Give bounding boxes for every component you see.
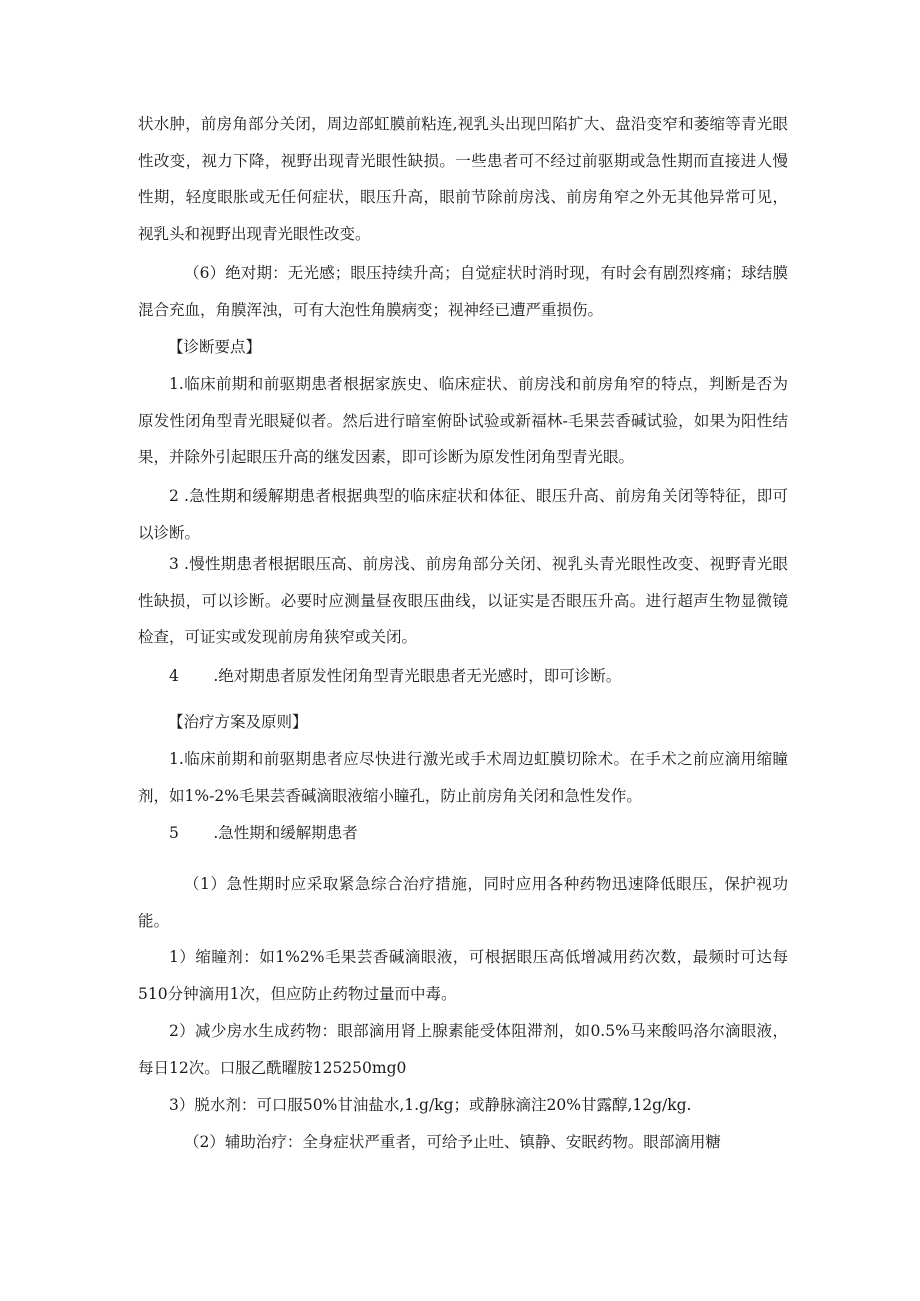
paragraph-symptom-continuation: 状水肿，前房角部分关闭，周边部虹膜前粘连,视乳头出现凹陷扩大、盘沿变窄和萎缩等青光眼性改变，视力下降，视野出现青光眼性缺损。一些患者可不经过前驱期或急性期而直接进人慢性期，轻度眼胀或无任何症状，眼压升高，眼前节除前房浅、前房角窄之外无其他异常可见，视乳头和视野出现青光眼性改变。: [138, 115, 788, 243]
paragraph-acute-measures: （1）急性期时应采取紧急综合治疗措施，同时应用各种药物迅速降低眼压，保护视功能。: [138, 875, 788, 930]
paragraph-diagnosis-3: 3 .慢性期患者根据眼压高、前房浅、前房角部分关闭、视乳头青光眼性改变、视野青光眼性缺损，可以诊断。必要时应测量昼夜眼压曲线，以证实是否眼压升高。进行超声生物显微镜检查，可证实或发现前房角狭窄或关闭。: [138, 555, 788, 646]
paragraph-treatment-5: 5 .急性期和缓解期患者: [169, 824, 358, 842]
paragraph-diagnosis-2: 2 .急性期和缓解期患者根据典型的临床症状和体征、眼压升高、前房角关闭等特征，即可以诊断。: [138, 487, 788, 542]
heading-treatment-principles: 【治疗方案及原则】: [168, 713, 308, 731]
paragraph-diagnosis-4: 4 .绝对期患者原发性闭角型青光眼患者无光感时，即可诊断。: [169, 667, 622, 685]
paragraph-diagnosis-1: 1.临床前期和前驱期患者根据家族史、临床症状、前房浅和前房角窄的特点，判断是否为原发性闭角型青光眼疑似者。然后进行暗室俯卧试验或新福林-毛果芸香碱试验，如果为阳性结果，并除外引起眼压升高的继发因素，即可诊断为原发性闭角型青光眼。: [138, 375, 788, 466]
paragraph-miotic-agent: 1）缩瞳剂：如1%2%毛果芸香碱滴眼液，可根据眼压高低增减用药次数，最频时可达每510分钟滴用1次，但应防止药物过量而中毒。: [138, 948, 788, 1003]
paragraph-absolute-stage: （6）绝对期：无光感；眼压持续升高；自觉症状时消时现，有时会有剧烈疼痛；球结膜混合充血，角膜浑浊，可有大泡性角膜病变；视神经已遭严重损伤。: [138, 264, 788, 319]
paragraph-dehydrating-agent: 3）脱水剂：可口服50%甘油盐水,1.g/kg；或静脉滴注20%甘露醇,12g∕kg.: [169, 1096, 692, 1114]
paragraph-auxiliary-treatment: （2）辅助治疗：全身症状严重者，可给予止吐、镇静、安眠药物。眼部滴用糖: [184, 1133, 721, 1151]
heading-diagnosis-points: 【诊断要点】: [168, 338, 262, 356]
paragraph-aqueous-suppression: 2）减少房水生成药物：眼部滴用肾上腺素能受体阻滞剂，如0.5%马来酸吗洛尔滴眼液，每日12次。口服乙酰曜胺125250mg0: [138, 1022, 788, 1077]
paragraph-treatment-1: 1.临床前期和前驱期患者应尽快进行激光或手术周边虹膜切除术。在手术之前应滴用缩瞳剂，如1%-2%毛果芸香碱滴眼液缩小瞳孔，防止前房角关闭和急性发作。: [138, 750, 788, 805]
